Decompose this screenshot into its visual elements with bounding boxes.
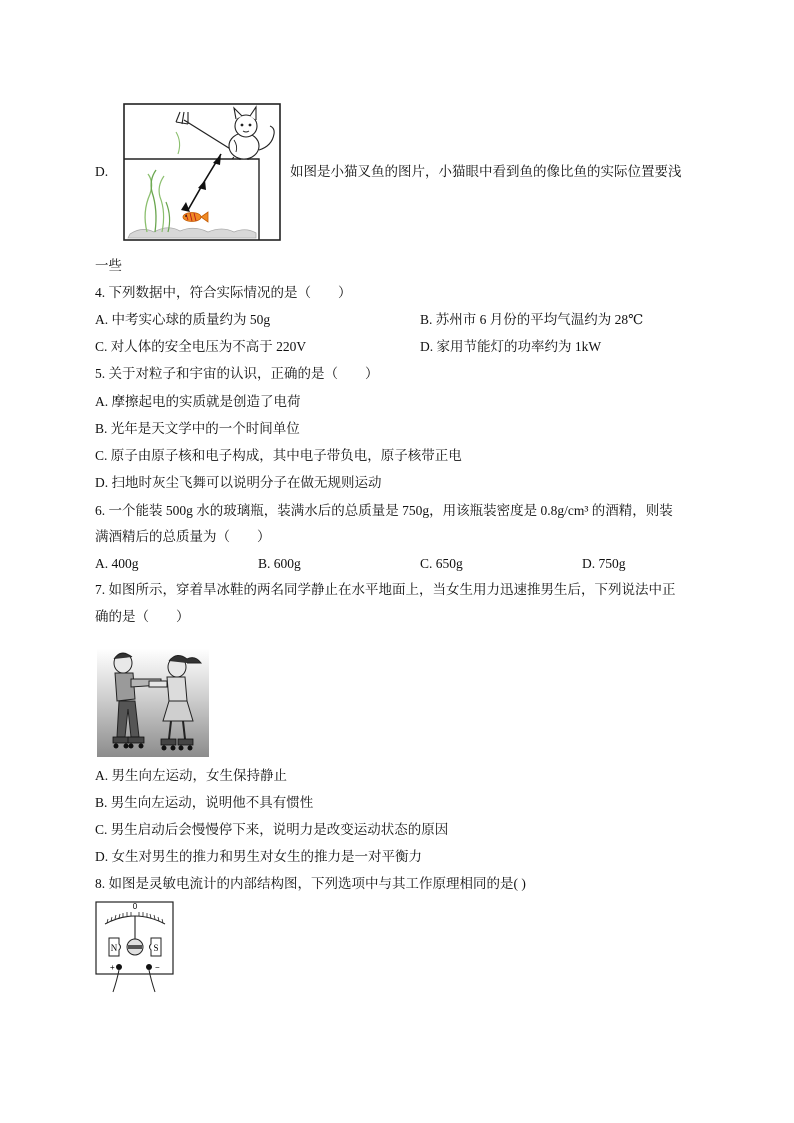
meter-zero-label: 0: [132, 902, 138, 911]
q4-option-c: C. 对人体的安全电压为不高于 220V: [95, 339, 307, 354]
terminal-minus-label: −: [155, 963, 160, 972]
q7-stem-line2: 确的是（ ）: [95, 609, 190, 624]
q7-option-a: A. 男生向左运动，女生保持静止: [95, 768, 287, 783]
q8-stem: 8. 如图是灵敏电流计的内部结构图，下列选项中与其工作原理相同的是( ): [95, 876, 526, 891]
q7-option-c: C. 男生启动后会慢慢停下来，说明力是改变运动状态的原因: [95, 822, 449, 837]
q5-option-c: C. 原子由原子核和电子构成，其中电子带负电，原子核带正电: [95, 448, 462, 463]
terminal-minus: [146, 964, 152, 970]
q3-option-d-text: 如图是小猫叉鱼的图片，小猫眼中看到鱼的像比鱼的实际位置要浅: [290, 164, 682, 179]
q5-option-a: A. 摩擦起电的实质就是创造了电荷: [95, 394, 301, 409]
q5-stem: 5. 关于对粒子和宇宙的认识，正确的是（ ）: [95, 366, 379, 381]
q5-option-d: D. 扫地时灰尘飞舞可以说明分子在做无规则运动: [95, 475, 382, 490]
q6-option-a: A. 400g: [95, 556, 139, 571]
terminal-plus: [116, 964, 122, 970]
q7-option-b: B. 男生向左运动，说明他不具有惯性: [95, 795, 314, 810]
cat-fish-figure: [122, 102, 282, 242]
q4-stem: 4. 下列数据中，符合实际情况的是（ ）: [95, 285, 352, 300]
q6-stem-line2: 满酒精后的总质量为（ ）: [95, 529, 271, 544]
q7-option-d: D. 女生对男生的推力和男生对女生的推力是一对平衡力: [95, 849, 422, 864]
q6-option-d: D. 750g: [582, 556, 626, 571]
q7-stem-line1: 7. 如图所示，穿着旱冰鞋的两名同学静止在水平地面上，当女生用力迅速推男生后，下列说法中正: [95, 582, 676, 597]
q4-option-b: B. 苏州市 6 月份的平均气温约为 28℃: [420, 312, 644, 327]
q6-option-c: C. 650g: [420, 556, 463, 571]
q5-option-b: B. 光年是天文学中的一个时间单位: [95, 421, 300, 436]
skaters-figure: [97, 649, 209, 757]
q6-option-b: B. 600g: [258, 556, 301, 571]
q4-option-d: D. 家用节能灯的功率约为 1kW: [420, 339, 602, 354]
coil-core: [128, 945, 142, 949]
pole-n-label: N: [110, 943, 118, 953]
terminal-plus-label: +: [110, 963, 115, 972]
pole-s-label: S: [153, 943, 159, 953]
q4-option-a: A. 中考实心球的质量约为 50g: [95, 312, 271, 327]
galvanometer-figure: [95, 900, 175, 996]
q6-stem-line1: 6. 一个能装 500g 水的玻璃瓶，装满水后的总质量是 750g，用该瓶装密度是 0.8g/cm³ 的酒精，则装: [95, 503, 673, 518]
q3-option-d-label: D.: [95, 164, 109, 179]
q3-option-d-text-cont: 一些: [95, 258, 122, 273]
